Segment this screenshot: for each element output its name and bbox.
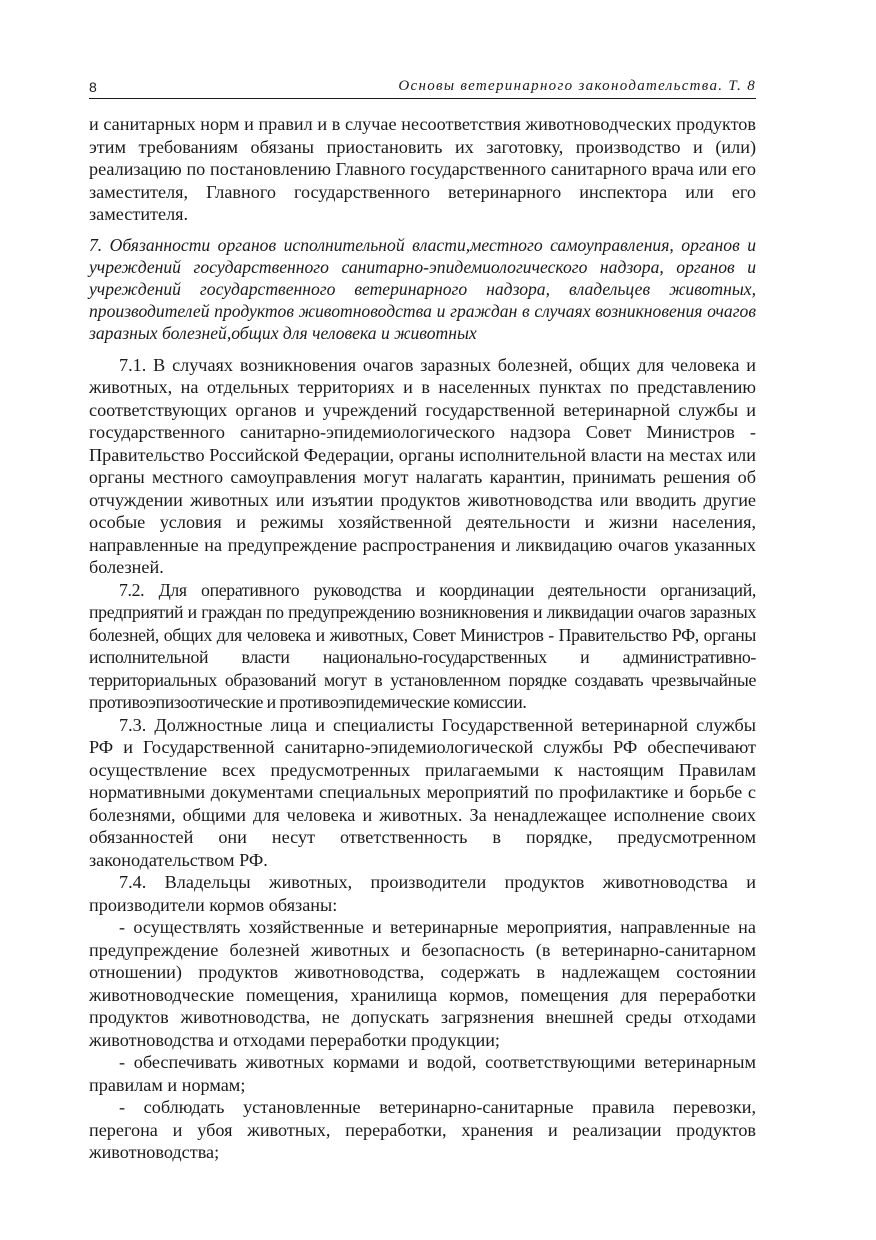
paragraph-continuation: и санитарных норм и правил и в случае несоответствия животноводческих продуктов этим требованиям обязаны приостановить их заготовку, производство и (или) реализацию по постановлению Главного государственного санитарного врача или его заместителя, Главного государственного ветеринарного инспектора или его заместителя. [89,114,756,224]
page-header [89,78,756,99]
paragraph-7-1: 7.1. В случаях возникновения очагов заразных болезней, общих для человека и животных, на отдельных территориях и в населенных пунктах по представлению соответствующих органов и учреждений государственной ветеринарной службы и государственного санитарно-эпидемиологического надзора Совет Министров - Правительство Российской Федерации, органы исполнительной власти на местах или органы местного самоуправления могут налагать карантин, принимать решения об отчуждении животных или изъятии продуктов животноводства или вводить другие особые условия и режимы хозяйственной деятельности и жизни населения, направленные на предупреждение распространения и ликвидацию очагов указанных болезней. [89,354,756,577]
list-item-3: - соблюдать установленные ветеринарно-санитарные правила перевозки, перегона и убоя животных, переработки, хранения и реализации продуктов животноводства; [89,1097,756,1162]
paragraph-7-2: 7.2. Для оперативного руководства и координации деятельности организаций, предприятий и граждан по предупреждению возникновения и ликвидации очагов заразных болезней, общих для человека и животных, Совет Министров - Правительство РФ, органы исполнительной власти национально-государственных и административно-территориальных образований могут в установленном порядке создавать чрезвычайные противоэпизоотические и противоэпидемические комиссии. [89,579,756,712]
section-heading: 7. Обязанности органов исполнительной власти,местного самоуправления, органов и учреждений государственного санитарно-эпидемиологического надзора, органов и учреждений государственного ветеринарного надзора, владельцев животных, производителей продуктов животноводства и граждан в случаях возникновения очагов заразных болезней,общих для человека и животных [89,234,756,343]
list-item-2: - обеспечивать животных кормами и водой, соответствующими ветеринарным правилам и нормам; [89,1052,756,1095]
body-text [89,113,756,1164]
list-item-1: - осуществлять хозяйственные и ветеринарные мероприятия, направленные на предупреждение болезней животных и безопасность (в ветеринарно-санитарном отношении) продуктов животноводства, содержать в надлежащем состоянии животноводческие помещения, хранилища кормов, помещения для переработки продуктов животноводства, не допускать загрязнения внешней среды отходами животноводства и отходами переработки продукции; [89,917,756,1050]
paragraph-7-3: 7.3. Должностные лица и специалисты Государственной ветеринарной службы РФ и Государственной санитарно-эпидемиологической службы РФ обеспечивают осуществление всех предусмотренных прилагаемыми к настоящим Правилам нормативными документами специальных мероприятий по профилактике и борьбе с болезнями, общими для человека и животных. За ненадлежащее исполнение своих обязанностей они несут ответственность в порядке, предусмотренном законодательством РФ. [89,714,756,870]
running-title: Основы ветеринарного законодательства. Т. 8 [398,78,756,94]
paragraph-7-4: 7.4. Владельцы животных, производители продуктов животноводства и производители кормов обязаны: [89,872,756,915]
page-number: 8 [89,79,97,95]
